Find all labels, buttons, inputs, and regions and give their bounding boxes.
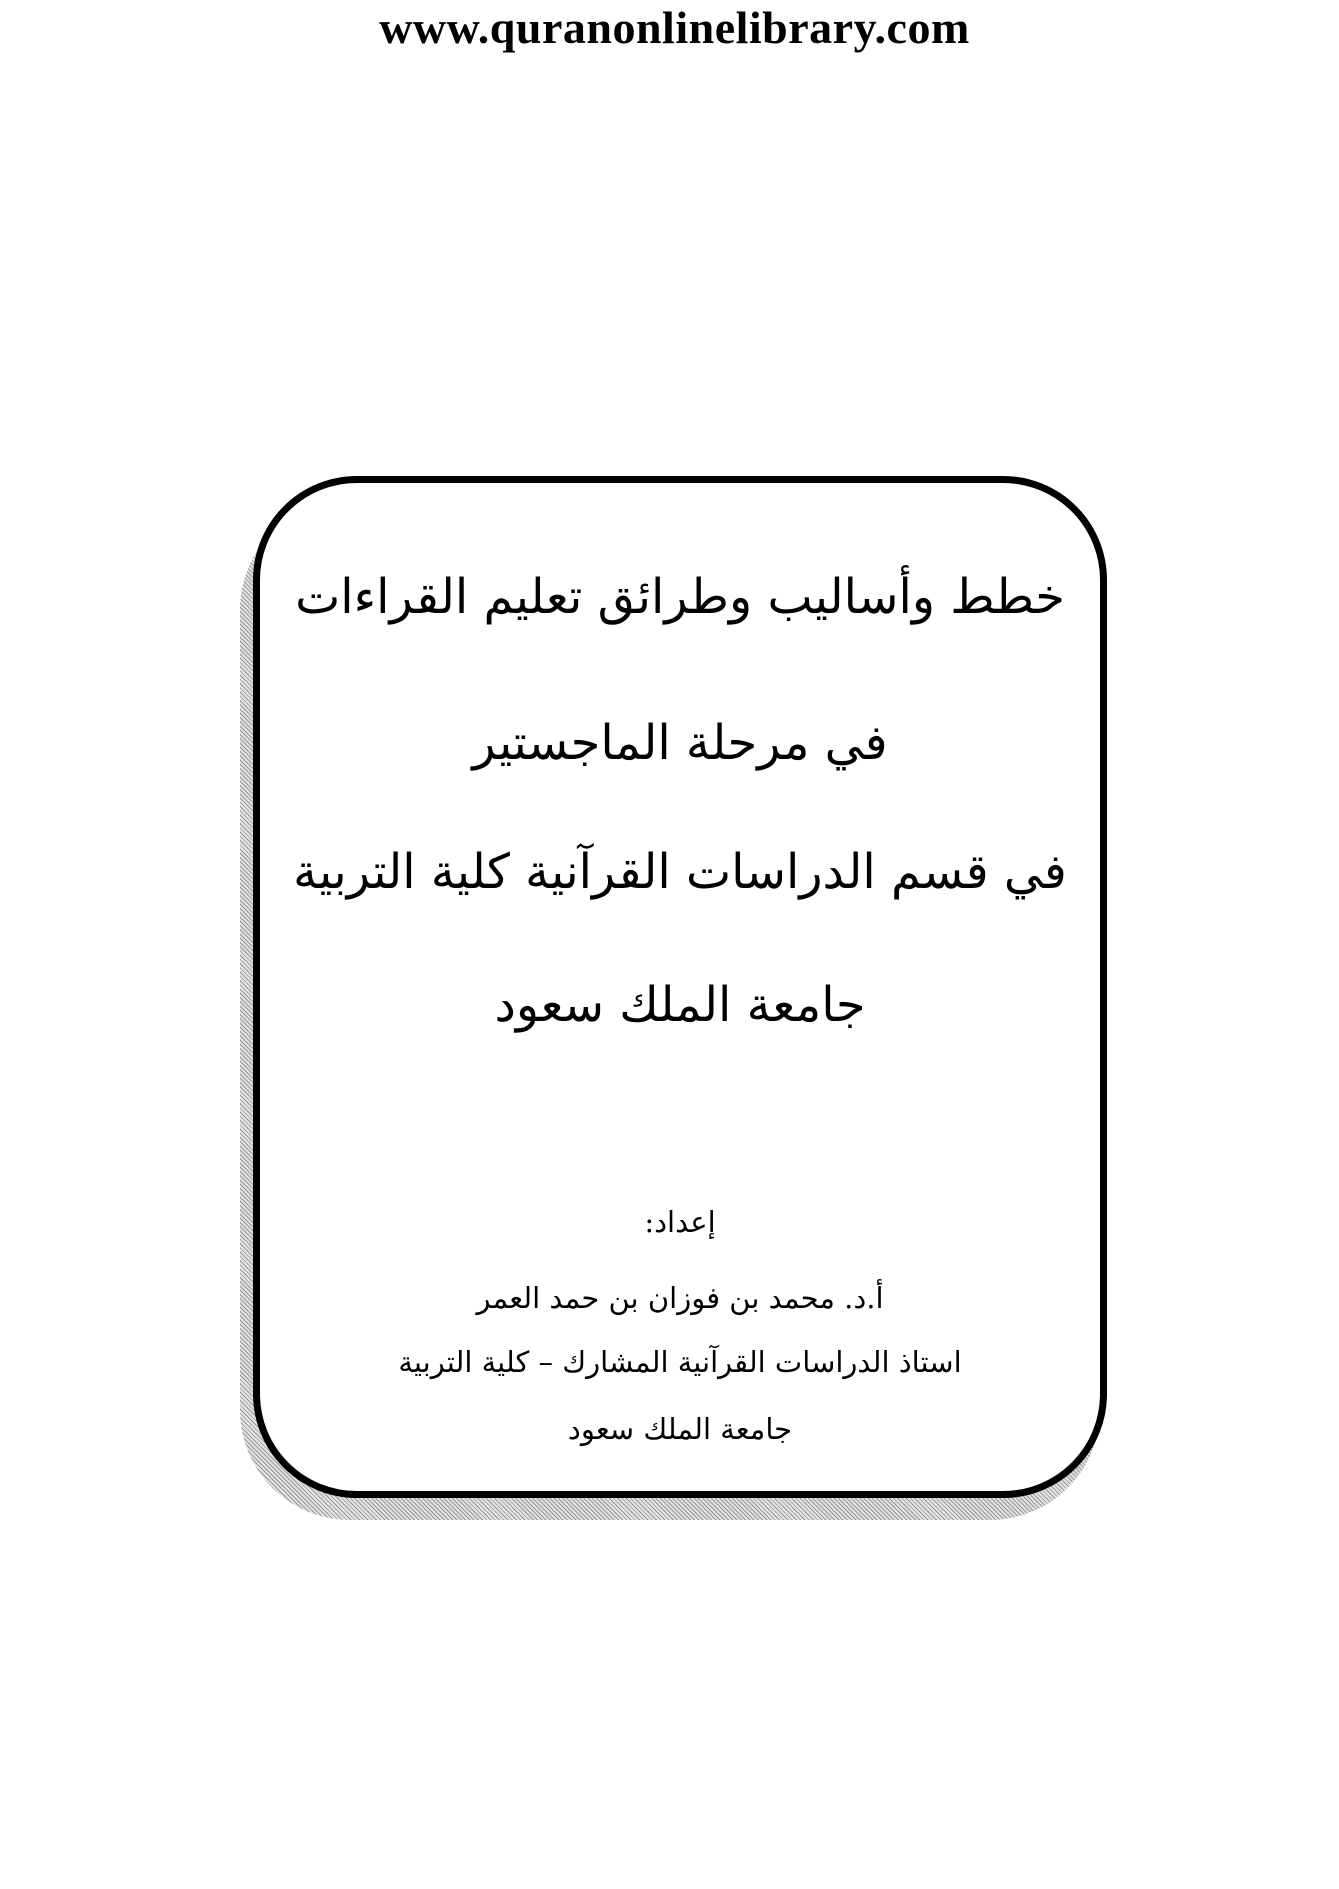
author-position: استاذ الدراسات القرآنية المشارك – كلية التربية xyxy=(398,1345,962,1379)
author-university: جامعة الملك سعود xyxy=(567,1412,793,1446)
title-frame xyxy=(253,476,1107,1498)
author-name: أ.د. محمد بن فوزان بن حمد العمر xyxy=(476,1281,884,1315)
title-line-2: في مرحلة الماجستير xyxy=(472,715,888,771)
title-line-4: جامعة الملك سعود xyxy=(494,977,866,1033)
site-url: www.quranonlinelibrary.com xyxy=(379,2,970,53)
prepared-by-label: إعداد: xyxy=(644,1205,716,1239)
title-line-3: في قسم الدراسات القرآنية كلية التربية xyxy=(293,844,1067,900)
title-line-1: خطط وأساليب وطرائق تعليم القراءات xyxy=(295,569,1065,625)
